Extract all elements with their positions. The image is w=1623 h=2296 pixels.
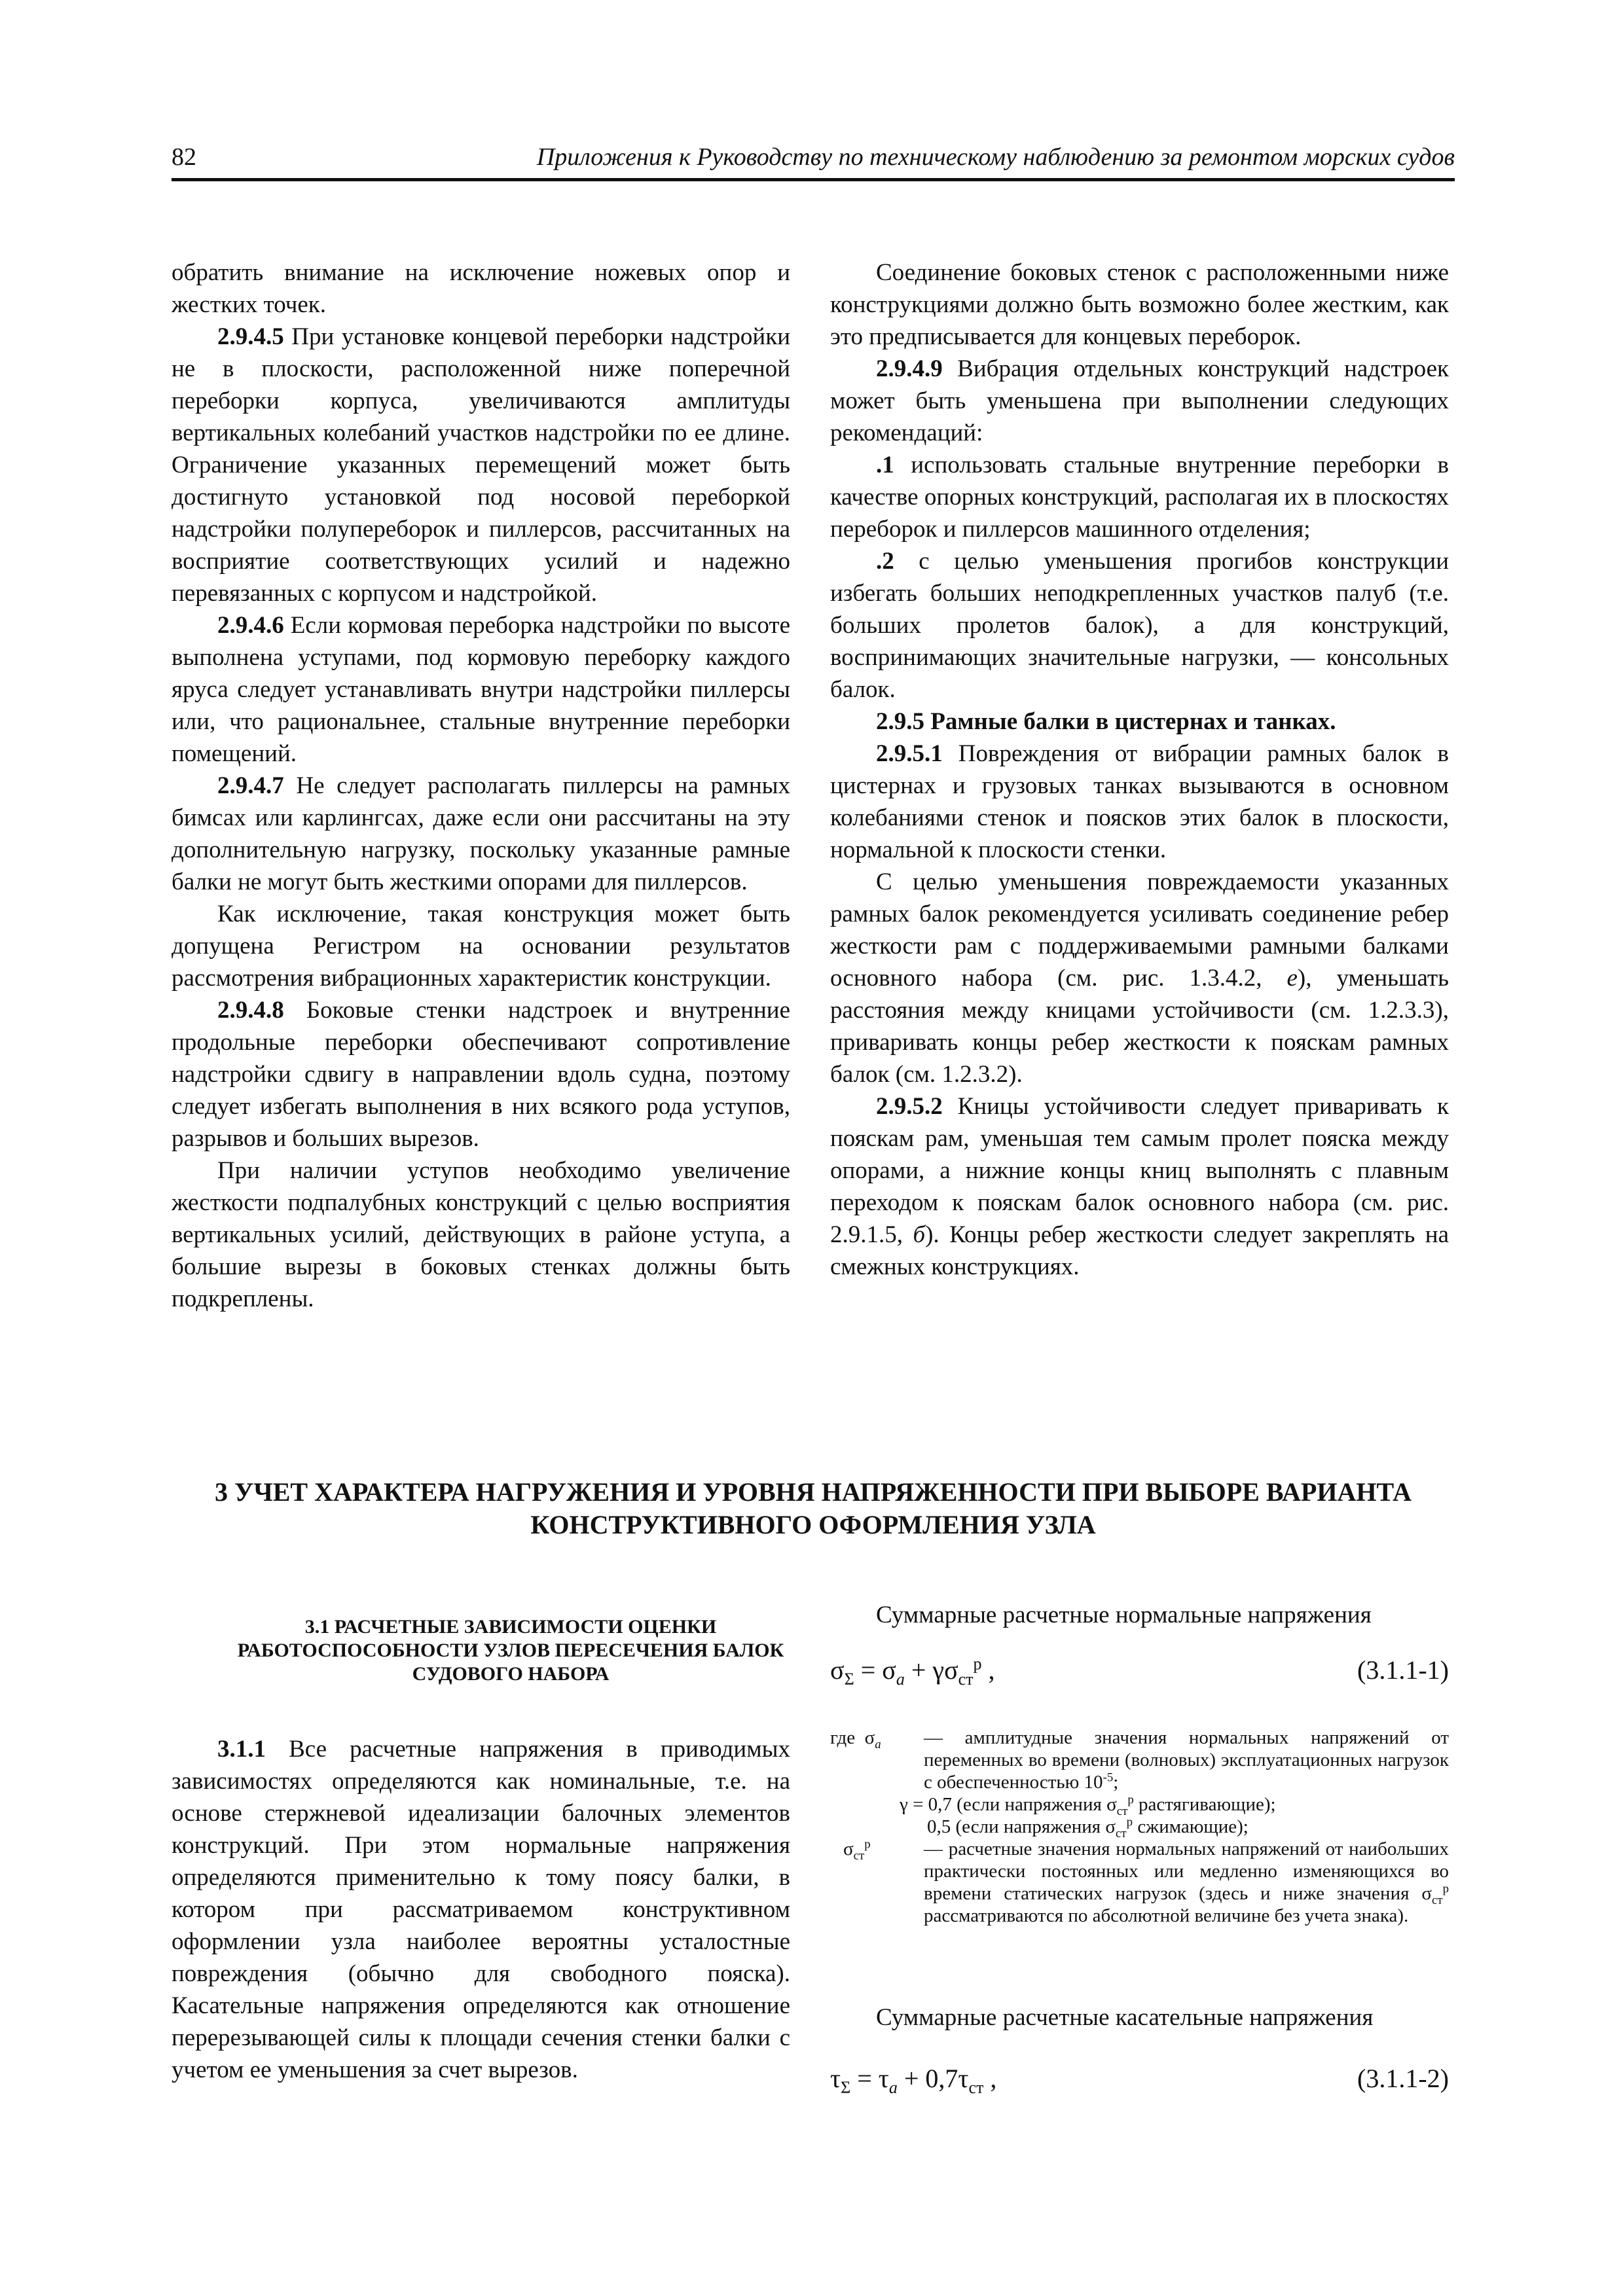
paragraph-2-9-4-7: 2.9.4.7 Не следует располагать пиллерсы на рамных бимсах или карлингсах, даже если они рассчитаны на эту дополнительную нагрузку, поскольку указанные рамные балки не могут быть жесткими опорами для пиллерсов. (172, 772, 790, 895)
paragraph: обратить внимание на исключение ножевых опор и жестких точек. (172, 259, 790, 318)
section-heading: 3 УЧЕТ ХАРАКТЕРА НАГРУЖЕНИЯ И УРОВНЯ НАПРЯЖЕННОСТИ ПРИ ВЫБОРЕ ВАРИАНТА КОНСТРУКТИВНОГО ОФОРМЛЕНИЯ УЗЛА (214, 1477, 1412, 1539)
paragraph-2-9-5-2: 2.9.5.2 Кницы устойчивости следует приваривать к пояскам рам, уменьшая тем самым пролет пояска между опорами, а нижние концы книц выполнять с плавным переходом к пояскам балок основного набора (см. рис. 2.9.1.5, б). Концы ребер жесткости следует закреплять на смежных конструкциях. (830, 1093, 1449, 1280)
paragraph: Соединение боковых стенок с расположенными ниже конструкциями должно быть возможно более жестким, как это предписывается для концевых переборок. (830, 259, 1449, 350)
paragraph-3-1-1: 3.1.1 Все расчетные напряжения в приводимых зависимостях определяются как номинальные, т.е. на основе стержневой идеализации балочных элементов конструкций. При этом нормальные напряжения определяются применительно к тому поясу балки, в котором при рассматриваемом конструктивном оформлении узла наиболее вероятны усталостные повреждения (обычно для свободного пояска). Касательные напряжения определяются как отношение перерезывающей силы к площади сечения стенки балки с учетом ее уменьшения за счет вырезов. (172, 1736, 790, 2083)
running-title: Приложения к Руководству по техническому наблюдению за ремонтом морских судов (536, 143, 1455, 171)
left-column (172, 257, 790, 1315)
subsection-heading: 2.9.5 Рамные балки в цистернах и танках. (876, 708, 1336, 735)
formula-3-1-1-2: $\tau_\Sigma = \tau_a + 0,7\tau_{ст}$ , (3.1.1-2) (830, 2064, 1449, 2097)
paragraph-2-9-4-6: 2.9.4.6 Если кормовая переборка надстройки по высоте выполнена уступами, под кормовую переборку каждого яруса следует устанавливать внутри надстройки пиллерсы или, что рациональнее, стальные внутренние переборки помещений. (172, 612, 790, 767)
formula-3-1-1-1: $\sigma_\Sigma = \sigma_a + \gamma\sigma_{ст}^р$ , (3.1.1-1) (830, 1654, 1449, 1689)
formula-intro-1: Суммарные расчетные нормальные напряжения (876, 1602, 1372, 1628)
paragraph-2-9-4-9: 2.9.4.9 Вибрация отдельных конструкций надстроек может быть уменьшена при выполнении следующих рекомендаций: (830, 355, 1449, 446)
paragraph: Как исключение, такая конструкция может быть допущена Регистром на основании результатов рассмотрения вибрационных характеристик конструкции. (172, 901, 790, 992)
paragraph: С целью уменьшения повреждаемости указанных рамных балок рекомендуется усиливать соединение ребер жесткости рам с поддерживаемыми рамными балками основного набора (см. рис. 1.3.4.2, е), уменьшать расстояния между кницами устойчивости (см. 1.2.3.3), приваривать концы ребер жесткости к пояскам рамных балок (см. 1.2.3.2). (830, 869, 1450, 1088)
formula-intro-2: Суммарные расчетные касательные напряжения (876, 2004, 1374, 2031)
paragraph-2-9-4-8: 2.9.4.8 Боковые стенки надстроек и внутренние продольные переборки обеспечивают сопротивление надстройки сдвигу в направлении вдоль судна, поэтому следует избегать выполнения в них всякого рода уступов, разрывов и больших вырезов. (172, 997, 790, 1152)
formula-legend: где $\sigma_a$ — амплитудные значения нормальных напряжений от переменных во времени (волновых) эксплуатационных нагрузок с обеспеченностью $10^{-5}$; γ = 0,7 (если напряжения $\sigma_{ст}^р$ растягивающие); 0,5 (если напряжения $\sigma_{ст}^р$ сжимающие); $\sigma_{ст}^р$ — расчетные значения нормальных напряжений от наибольших практически постоянных или медленно изменяющихся во времени статических нагрузок (здесь и ниже значения $\sigma_{ст}^р$ рассматриваются по абсолютной величине без учета знака). (830, 1727, 1449, 1926)
list-item-2: .2 с целью уменьшения прогибов конструкции избегать больших неподкрепленных участков палуб (т.е. больших пролетов балок), а для конструкций, воспринимающих значительные нагрузки, — консольных балок. (830, 548, 1449, 703)
paragraph-2-9-5-1: 2.9.5.1 Повреждения от вибрации рамных балок в цистернах и грузовых танках вызываются в основном колебаниями стенок и поясков этих балок в плоскости, нормальной к плоскости стенки. (830, 740, 1449, 863)
paragraph-2-9-4-5: 2.9.4.5 При установке концевой переборки надстройки не в плоскости, расположенной ниже поперечной переборки корпуса, увеличиваются амплитуды вертикальных колебаний участков надстройки по ее длине. Ограничение указанных перемещений может быть достигнуто установкой под носовой переборкой надстройки полупереборок и пиллерсов, рассчитанных на восприятие соответствующих усилий и надежно перевязанных с корпусом и надстройкой. (172, 323, 790, 607)
page-header (172, 143, 1455, 185)
subsection-3-1-heading: 3.1 РАСЧЕТНЫЕ ЗАВИСИМОСТИ ОЦЕНКИ РАБОТОСПОСОБНОСТИ УЗЛОВ ПЕРЕСЕЧЕНИЯ БАЛОК СУДОВОГО НАБОРА (237, 1616, 784, 1685)
paragraph: При наличии уступов необходимо увеличение жесткости подпалубных конструкций с целью восприятия вертикальных усилий, действующих в районе уступа, а большие вырезы в боковых стенках должны быть подкреплены. (172, 1157, 790, 1312)
list-item-1: .1 использовать стальные внутренние переборки в качестве опорных конструкций, располагая их в плоскостях переборок и пиллерсов машинного отделения; (830, 452, 1449, 543)
right-column (830, 257, 1449, 1283)
header-rule (172, 178, 1455, 181)
page-number: 82 (172, 143, 196, 171)
